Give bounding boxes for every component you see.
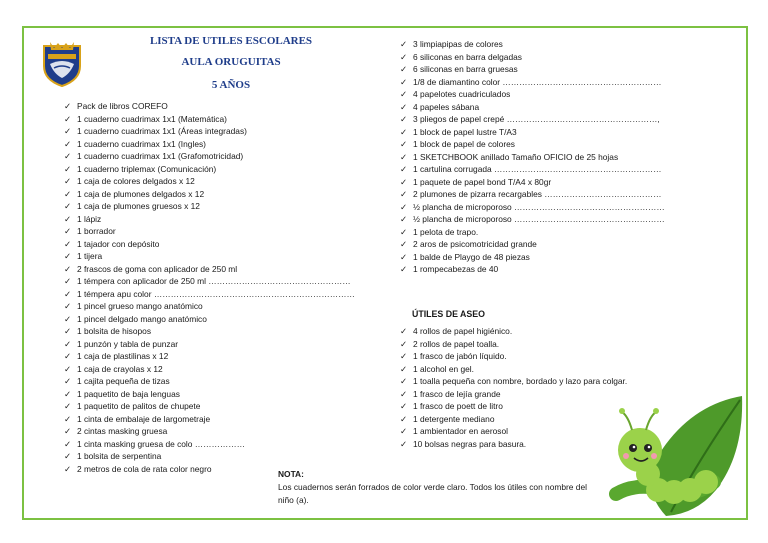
check-icon: ✓ (400, 239, 408, 249)
check-icon: ✓ (400, 376, 408, 386)
note-label: NOTA: (278, 469, 304, 479)
supply-right-item-label: 1 rompecabezas de 40 (413, 264, 499, 274)
supply-right-item (400, 51, 745, 64)
supply-right-item (400, 226, 745, 239)
supply-left-item-label: 1 borrador (77, 226, 116, 236)
supply-right-item (400, 88, 745, 101)
supply-right-item-label: 1 block de papel de colores (413, 139, 515, 149)
supply-right-item (400, 213, 745, 226)
supply-right-item-label: 4 papeles sábana (413, 101, 480, 112)
title-block (96, 33, 366, 94)
aseo-item-label: 1 frasco de lejía grande (413, 388, 501, 399)
supply-right-item-label: 2 aros de psicomotricidad grande (413, 239, 537, 249)
supply-left-item-label: 1 témpera apu color ……………………………………………………………… (77, 288, 355, 299)
check-icon: ✓ (400, 126, 408, 137)
check-icon: ✓ (64, 363, 72, 374)
supply-left-item-label: 1 tijera (77, 251, 103, 261)
supply-right-item (400, 201, 745, 214)
supply-left-item (64, 313, 374, 326)
check-icon: ✓ (64, 226, 72, 236)
supply-left-item-label: 1 paquetito de palitos de chupete (77, 401, 201, 411)
aseo-item-label: 1 detergente mediano (413, 413, 495, 424)
supply-right-item (400, 263, 745, 276)
check-icon: ✓ (400, 164, 408, 174)
supply-left-item-label: 1 caja de plumones delgados x 12 (77, 188, 205, 199)
check-icon: ✓ (400, 413, 408, 424)
check-icon: ✓ (400, 201, 408, 212)
supply-right-item (400, 126, 745, 139)
supply-left-item-label: 1 caja de plumones gruesos x 12 (77, 201, 200, 211)
check-icon: ✓ (64, 376, 72, 386)
aseo-item-label: 1 frasco de jabón líquido. (413, 351, 507, 361)
supply-left-item-label: 1 témpera con aplicador de 250 ml …………………………………………… (77, 276, 351, 286)
supply-left-item (64, 188, 374, 201)
supply-right-item-label: 2 plumones de pizarra recargables …………………………………… (413, 189, 662, 199)
supply-left-item-label: 1 bolsita de hisopos (77, 326, 152, 336)
check-icon: ✓ (400, 51, 408, 62)
supply-left-item (64, 450, 374, 463)
check-icon: ✓ (64, 126, 72, 136)
check-icon: ✓ (400, 264, 408, 274)
check-icon: ✓ (400, 101, 408, 112)
check-icon: ✓ (400, 351, 408, 361)
aseo-item (400, 325, 745, 338)
supply-left-item (64, 263, 374, 276)
supply-right-item-label: 1 pelota de trapo. (413, 226, 479, 237)
check-icon: ✓ (64, 351, 72, 361)
supply-left-item-label: 2 metros de cola de rata color negro (77, 463, 212, 474)
supply-left-item-label: 1 pincel grueso mango anatómico (77, 301, 203, 311)
supply-left-item-label: 1 cinta de embalaje de largometraje (77, 413, 211, 424)
supply-left-item (64, 375, 374, 388)
note-text: Los cuadernos serán forrados de color verde claro. Todos los útiles con nombre del niño (a). (278, 482, 587, 505)
aseo-item (400, 375, 745, 388)
check-icon: ✓ (400, 176, 408, 187)
aseo-item (400, 363, 745, 376)
note-block (278, 468, 598, 507)
supply-left-item (64, 113, 374, 126)
supply-left-item (64, 400, 374, 413)
check-icon: ✓ (64, 301, 72, 311)
supply-left-item (64, 163, 374, 176)
supply-list-right (400, 38, 745, 276)
supply-right-item (400, 138, 745, 151)
check-icon: ✓ (64, 201, 72, 211)
check-icon: ✓ (64, 288, 72, 299)
supply-left-item (64, 213, 374, 226)
aseo-item-label: 1 alcohol en gel. (413, 363, 474, 374)
supply-left-item (64, 238, 374, 251)
check-icon: ✓ (64, 463, 72, 474)
supply-right-item (400, 188, 745, 201)
supply-right-item-label: ½ plancha de microporoso ……………………………………………… (413, 214, 665, 224)
aseo-item-label: 10 bolsas negras para basura. (413, 438, 527, 449)
supply-right-item (400, 163, 745, 176)
supply-left-item-label: 1 tajador con depósito (77, 238, 160, 249)
check-icon: ✓ (400, 189, 408, 199)
check-icon: ✓ (64, 413, 72, 424)
supply-left-item (64, 325, 374, 338)
check-icon: ✓ (64, 188, 72, 199)
supply-right-item-label: 1 cartulina corrugada …………………………………………………… (413, 164, 662, 174)
supply-left-item (64, 150, 374, 163)
page-title: LISTA DE UTILES ESCOLARES (149, 35, 313, 47)
supply-left-item (64, 200, 374, 213)
check-icon: ✓ (400, 326, 408, 336)
check-icon: ✓ (64, 238, 72, 249)
supply-left-item-label: 1 cuaderno cuadrimax 1x1 (Ingles) (77, 138, 206, 149)
check-icon: ✓ (400, 438, 408, 449)
supply-right-item-label: 1/8 de diamantino color ………………………………………………… (413, 76, 662, 87)
supply-right-item (400, 151, 745, 164)
supply-left-item (64, 250, 374, 263)
supply-right-item-label: 1 block de papel lustre T/A3 (413, 126, 517, 137)
supply-left-item (64, 338, 374, 351)
check-icon: ✓ (400, 214, 408, 224)
check-icon: ✓ (400, 151, 408, 162)
check-icon: ✓ (64, 163, 72, 174)
supply-left-item (64, 363, 374, 376)
aseo-heading: ÚTILES DE ASEO (412, 309, 485, 319)
check-icon: ✓ (400, 139, 408, 149)
check-icon: ✓ (400, 338, 408, 349)
supply-right-item (400, 113, 745, 126)
supply-left-item (64, 138, 374, 151)
supply-left-item-label: 1 caja de crayolas x 12 (77, 363, 163, 374)
supply-right-item-label: ½ plancha de microporoso ……………………………………………… (413, 201, 665, 212)
check-icon: ✓ (64, 451, 72, 461)
check-icon: ✓ (64, 326, 72, 336)
supply-right-item-label: 6 siliconas en barra delgadas (413, 51, 522, 62)
caterpillar-illustration (596, 394, 746, 520)
supply-right-item-label: 3 limpiapipas de colores (413, 39, 503, 49)
supply-right-item (400, 238, 745, 251)
check-icon: ✓ (400, 114, 408, 124)
check-icon: ✓ (400, 401, 408, 411)
supply-left-item (64, 300, 374, 313)
supply-left-item (64, 350, 374, 363)
supply-right-item-label: 1 SKETCHBOOK anillado Tamaño OFICIO de 25 hojas (413, 151, 619, 162)
supply-left-item (64, 125, 374, 138)
check-icon: ✓ (64, 151, 72, 161)
supply-right-item (400, 38, 745, 51)
supply-left-item-label: 1 bolsita de serpentina (77, 451, 162, 461)
supply-left-item (64, 100, 374, 113)
supply-left-item-label: 1 punzón y tabla de punzar (77, 338, 179, 349)
school-crest-icon (40, 40, 84, 88)
supply-list-left (64, 100, 374, 475)
supply-left-item-label: 1 cuaderno triplemax (Comunicación) (77, 163, 217, 174)
check-icon: ✓ (64, 263, 72, 274)
check-icon: ✓ (400, 76, 408, 87)
supply-left-item-label: 1 pincel delgado mango anatómico (77, 313, 207, 324)
aseo-item-label: 2 rollos de papel toalla. (413, 338, 500, 349)
supply-left-item (64, 425, 374, 438)
check-icon: ✓ (400, 426, 408, 436)
supply-left-item-label: 1 caja de plastilinas x 12 (77, 351, 169, 361)
supply-right-item-label: 1 paquete de papel bond T/A4 x 80gr (413, 176, 552, 187)
classroom-name: AULA ORUGUITAS (181, 56, 281, 68)
supply-left-item (64, 413, 374, 426)
supply-left-item (64, 288, 374, 301)
supply-left-item-label: Pack de libros COREFO (77, 101, 168, 111)
aseo-item-label: 1 ambientador en aerosol (413, 426, 508, 436)
supply-left-item-label: 1 cuaderno cuadrimax 1x1 (Grafomotricidad) (77, 151, 244, 161)
supply-right-item-label: 6 siliconas en barra gruesas (413, 64, 518, 74)
supply-right-item (400, 251, 745, 264)
supply-left-item-label: 1 cajita pequeña de tizas (77, 376, 170, 386)
check-icon: ✓ (64, 138, 72, 149)
check-icon: ✓ (400, 388, 408, 399)
aseo-item-label: 1 frasco de poett de litro (413, 401, 503, 411)
check-icon: ✓ (64, 401, 72, 411)
check-icon: ✓ (64, 313, 72, 324)
check-icon: ✓ (64, 213, 72, 224)
check-icon: ✓ (400, 226, 408, 237)
check-icon: ✓ (400, 363, 408, 374)
check-icon: ✓ (400, 64, 408, 74)
supply-right-item-label: 1 balde de Playgo de 48 piezas (413, 251, 530, 262)
supply-left-item (64, 438, 374, 451)
aseo-item-label: 4 rollos de papel higiénico. (413, 326, 513, 336)
check-icon: ✓ (64, 251, 72, 261)
supply-right-item-label: 3 pliegos de papel crepé ………………………………………………, (413, 114, 660, 124)
supply-right-item (400, 176, 745, 189)
supply-left-item (64, 175, 374, 188)
check-icon: ✓ (64, 338, 72, 349)
supply-left-item (64, 388, 374, 401)
supply-left-item-label: 1 paquetito de baja lenguas (77, 388, 180, 399)
supply-left-item-label: 1 cuaderno cuadrimax 1x1 (Áreas integradas) (77, 126, 247, 136)
supply-left-item-label: 1 lápiz (77, 213, 102, 224)
check-icon: ✓ (400, 39, 408, 49)
supply-right-item (400, 63, 745, 76)
supply-left-item (64, 225, 374, 238)
supply-left-item (64, 275, 374, 288)
check-icon: ✓ (64, 101, 72, 111)
check-icon: ✓ (400, 89, 408, 99)
aseo-item (400, 350, 745, 363)
check-icon: ✓ (64, 276, 72, 286)
supply-left-item-label: 2 cintas masking gruesa (77, 426, 168, 436)
age-group: 5 AÑOS (211, 79, 251, 91)
aseo-item (400, 338, 745, 351)
supply-left-item-label: 1 caja de colores delgados x 12 (77, 176, 195, 186)
aseo-item-label: 1 toalla pequeña con nombre, bordado y lazo para colgar. (413, 376, 628, 386)
supply-left-item-label: 2 frascos de goma con aplicador de 250 ml (77, 263, 238, 274)
supply-right-item-label: 4 papelotes cuadriculados (413, 89, 511, 99)
check-icon: ✓ (64, 176, 72, 186)
check-icon: ✓ (64, 388, 72, 399)
check-icon: ✓ (64, 113, 72, 124)
check-icon: ✓ (400, 251, 408, 262)
supply-right-item (400, 76, 745, 89)
check-icon: ✓ (64, 426, 72, 436)
supply-right-item (400, 101, 745, 114)
supply-left-item-label: 1 cinta masking gruesa de colo ……………… (77, 438, 246, 449)
supply-left-item-label: 1 cuaderno cuadrimax 1x1 (Matemática) (77, 113, 227, 124)
check-icon: ✓ (64, 438, 72, 449)
